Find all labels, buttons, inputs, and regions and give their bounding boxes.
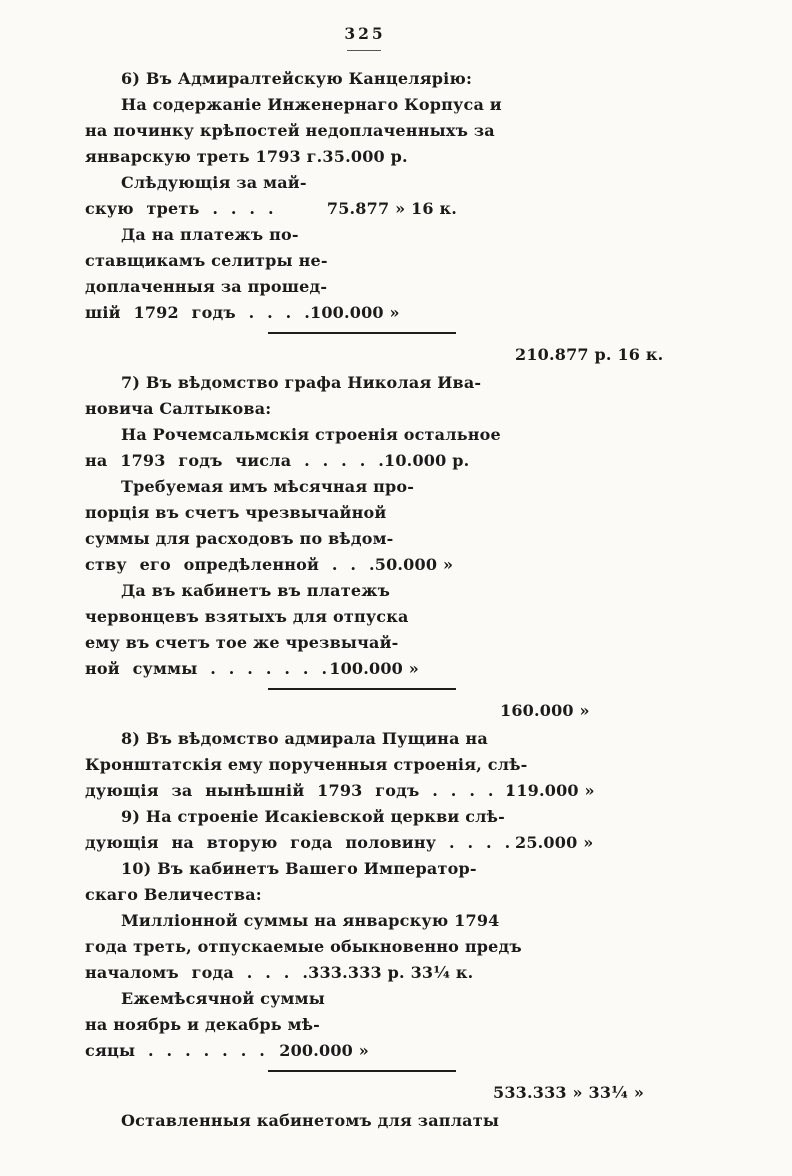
entry-text: началомъ года . . . . bbox=[85, 963, 309, 982]
entry-line: На Рочемсальмскія строенія остальное bbox=[121, 425, 501, 444]
entry-line bbox=[85, 1038, 369, 1064]
entry-line: червонцевъ взятыхъ для отпуска bbox=[85, 607, 409, 626]
entry-text: дующія на вторую года половину . . . . bbox=[85, 833, 511, 852]
sum-rule-row bbox=[85, 682, 695, 696]
entry-line: на ноябрь и декабрь мѣ- bbox=[85, 1015, 321, 1034]
subtotal-row bbox=[85, 340, 695, 370]
sum-rule-row bbox=[85, 326, 695, 340]
entry-line bbox=[85, 830, 695, 856]
entry-line: скаго Величества: bbox=[85, 885, 262, 904]
amount: 200.000 » bbox=[279, 1041, 369, 1060]
entry-line: новича Салтыкова: bbox=[85, 399, 272, 418]
entry-text: ству его опредѣленной . . . bbox=[85, 555, 375, 574]
amount: 75.877 » 16 к. bbox=[326, 199, 457, 218]
amount: 35.000 р. bbox=[322, 147, 408, 166]
amount: 10.000 р. bbox=[384, 451, 470, 470]
entry-text: на 1793 годъ числа . . . . . bbox=[85, 451, 385, 470]
entry-line: Милліонной суммы на январскую 1794 bbox=[121, 911, 500, 930]
entry-line: Да въ кабинетъ въ платежъ bbox=[121, 581, 391, 600]
subtotal-amount: 160.000 » bbox=[500, 701, 590, 720]
entry-text: сяцы . . . . . . . bbox=[85, 1041, 266, 1060]
entry-line bbox=[85, 778, 695, 804]
entry-line: ставщикамъ селитры не- bbox=[85, 251, 328, 270]
subtotal-amount: 533.333 » 33¼ » bbox=[493, 1083, 645, 1102]
entry-line: доплаченныя за прошед- bbox=[85, 277, 328, 296]
entry-text: дующія за нынѣшній 1793 годъ . . . . . bbox=[85, 781, 513, 800]
entry-line bbox=[85, 552, 454, 578]
amount: 50.000 » bbox=[374, 555, 454, 574]
entry-line bbox=[85, 960, 474, 986]
subtotal-amount: 210.877 р. 16 к. bbox=[515, 345, 664, 364]
entry-line bbox=[85, 196, 457, 222]
entry-line: суммы для расходовъ по вѣдом- bbox=[85, 529, 394, 548]
subtotal-row bbox=[85, 1078, 695, 1108]
entry-text: ной суммы . . . . . . . bbox=[85, 659, 328, 678]
entry-line bbox=[85, 300, 400, 326]
entry-line: Кронштатскія ему порученныя строенія, слѣ- bbox=[85, 755, 528, 774]
entry-line: ему въ счетъ тое же чрезвычай- bbox=[85, 633, 399, 652]
amount: 100.000 » bbox=[329, 659, 419, 678]
entry-line bbox=[85, 448, 470, 474]
entry-line: Оставленныя кабинетомъ для заплаты bbox=[121, 1111, 500, 1130]
page-number: 325 bbox=[344, 24, 386, 43]
entry-text: скую треть . . . . bbox=[85, 199, 274, 218]
entry-text: январскую треть 1793 г. bbox=[85, 147, 323, 166]
amount: 25.000 » bbox=[515, 833, 594, 852]
entry-line: На содержаніе Инженернаго Корпуса и bbox=[121, 95, 502, 114]
entry-line: Ежемѣсячной суммы bbox=[121, 989, 325, 1008]
entry-text: шій 1792 годъ . . . . bbox=[85, 303, 310, 322]
page-number-rule bbox=[347, 50, 381, 51]
entry-line bbox=[85, 144, 408, 170]
entry-line: 8) Въ вѣдомство адмирала Пущина на bbox=[121, 729, 488, 748]
amount: 333.333 р. 33¼ к. bbox=[308, 963, 474, 982]
entry-line: Слѣдующія за май- bbox=[121, 173, 307, 192]
sum-rule bbox=[268, 332, 456, 334]
entry-line: 6) Въ Адмиралтейскую Канцелярію: bbox=[121, 69, 473, 88]
entry-line: Требуемая имъ мѣсячная про- bbox=[121, 477, 415, 496]
entry-line: 9) На строеніе Исакіевской церкви слѣ- bbox=[121, 807, 505, 826]
subtotal-row bbox=[85, 696, 695, 726]
entry-line: года треть, отпускаемые обыкновенно предъ bbox=[85, 937, 522, 956]
entry-line: Да на платежъ по- bbox=[121, 225, 299, 244]
amount: 100.000 » bbox=[310, 303, 400, 322]
ledger-body bbox=[85, 66, 695, 1134]
sum-rule bbox=[268, 1070, 456, 1072]
sum-rule bbox=[268, 688, 456, 690]
entry-line: 10) Въ кабинетъ Вашего Император- bbox=[121, 859, 477, 878]
entry-line: на починку крѣпостей недоплаченныхъ за bbox=[85, 121, 495, 140]
entry-line: порція въ счетъ чрезвычайной bbox=[85, 503, 387, 522]
amount: 119.000 » bbox=[505, 781, 595, 800]
sum-rule-row bbox=[85, 1064, 695, 1078]
entry-line: 7) Въ вѣдомство графа Николая Ива- bbox=[121, 373, 482, 392]
entry-line bbox=[85, 656, 419, 682]
